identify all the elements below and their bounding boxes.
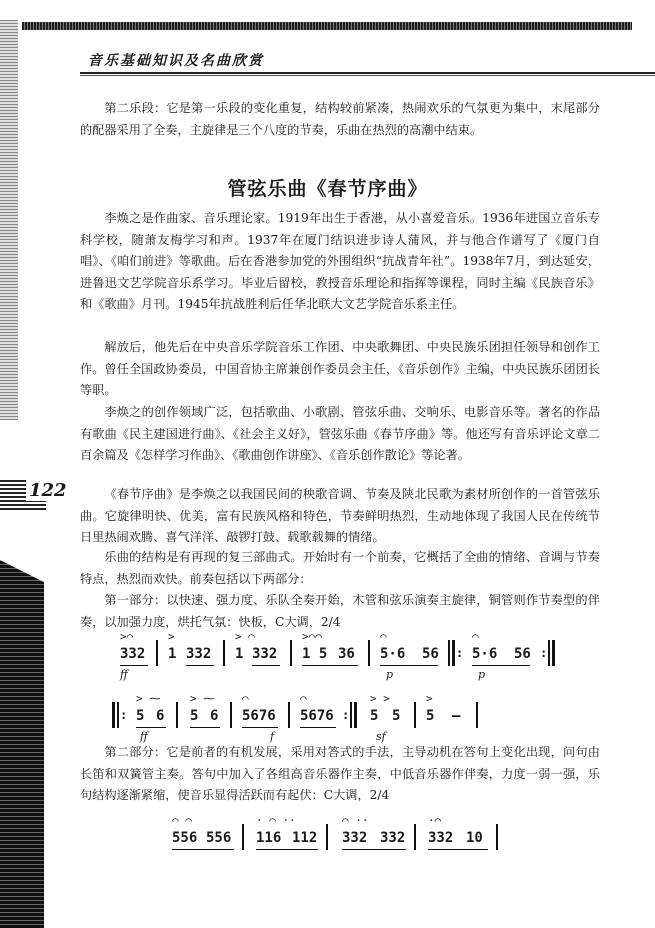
note-underline: [256, 849, 318, 850]
note-dash: –: [452, 708, 461, 724]
accent-mark: >⌒: [120, 630, 134, 643]
note-underline: [186, 665, 214, 666]
note: 5: [426, 708, 435, 724]
slur-mark: ⌒ ··: [342, 814, 369, 827]
accent-mark: ⌒: [380, 630, 387, 643]
barline: [548, 640, 550, 666]
accent-mark: > ⁓: [136, 692, 161, 705]
barline: [476, 702, 478, 728]
header-rule-thin: [80, 75, 655, 76]
repeat-barline: [552, 640, 555, 666]
barline: [414, 824, 416, 850]
accent-mark: > ⌒: [235, 630, 255, 643]
barline: [368, 640, 370, 666]
paragraph-7: 第二部分：它是前者的有机发展，采用对答式的手法，主导动机在答句上变化出现，问句由长笛和双簧管主奏。答句中加入了各组高音乐器作主奏，中低音乐器作伴奏，力度一弱一强，乐句结构逐渐紧缩，使音乐显得活跃而有起伏：C大调，2/4: [80, 745, 600, 802]
paragraph-3: 李焕之的创作领域广泛，包括歌曲、小歌剧、管弦乐曲、交响乐、电影音乐等。著名的作品有歌曲《民主建国进行曲》、《社会主义好》，管弦乐曲《春节序曲》等。他还写有音乐评论文章二百余篇及《怎样学习作曲》、《歌曲创作讲座》、《音乐创作散论》等论著。: [80, 405, 600, 462]
repeat-dots: :: [342, 708, 350, 722]
barline: [350, 702, 352, 728]
repeat-barline: [112, 702, 115, 728]
accent-mark: ⌒: [472, 630, 479, 643]
paragraph-4: 《春节序曲》是李焕之以我国民间的秧歌音调、节奏及陕北民歌为素材所创作的一首管弦乐曲。它旋律明快、优美，富有民族风格和特色，节奏鲜明热烈，生动地体现了我国人民在传统节日里热闹欢腾、喜气洋洋、敲锣打鼓、载歌载舞的情绪。: [80, 487, 600, 544]
note-group: 332: [342, 830, 368, 846]
note-underline: [242, 727, 278, 728]
slur-mark: ⌒: [300, 692, 307, 705]
barline: [117, 702, 119, 728]
dynamic-mark: ff: [120, 668, 128, 681]
dynamic-mark: p: [386, 668, 394, 681]
barline: [326, 824, 328, 850]
notation-row-3: [80, 812, 600, 872]
note-underline: [172, 849, 234, 850]
note-group: 112: [292, 830, 318, 846]
note-group: 556: [172, 830, 198, 846]
repeat-barline: [354, 702, 357, 728]
page-number: 122: [26, 480, 70, 501]
note-group: 1: [168, 646, 177, 662]
note: 5: [190, 708, 199, 724]
barline: [223, 640, 225, 666]
note-underline: [120, 665, 148, 666]
note-underline: [302, 665, 358, 666]
dynamic-mark: sf: [376, 730, 386, 743]
note: 5: [392, 708, 401, 724]
repeat-barline: [452, 640, 455, 666]
barline: [176, 702, 178, 728]
dynamic-mark: ff: [140, 730, 148, 743]
note-group: 332: [186, 646, 212, 662]
note: 6: [210, 708, 219, 724]
note: 5: [370, 708, 379, 724]
dynamic-mark: f: [270, 730, 275, 743]
accent-mark: >: [426, 692, 433, 705]
barline: [242, 824, 244, 850]
barline: [156, 640, 158, 666]
barline: [288, 702, 290, 728]
note: 6: [156, 708, 165, 724]
note-underline: [252, 665, 280, 666]
note-group: 556: [206, 830, 232, 846]
barline: [496, 824, 498, 850]
note-underline: [190, 727, 220, 728]
section-title: 管弦乐曲《春节序曲》: [227, 178, 428, 200]
accent-mark: · ⌒ ··: [256, 814, 296, 827]
repeat-dots: :: [120, 708, 128, 722]
barline: [290, 640, 292, 666]
note-underline: [428, 849, 488, 850]
note: 5: [136, 708, 145, 724]
header-rule: [80, 72, 655, 74]
paragraph-5: 乐曲的结构是有再现的复三部曲式。开始时有一个前奏，它概括了全曲的情绪、音调与节奏特点，热烈而欢快。前奏包括以下两部分：: [80, 550, 600, 586]
note-underline: [300, 727, 336, 728]
note-group: 1: [235, 646, 244, 662]
accent-mark: > >: [370, 692, 390, 705]
note-group: 332: [252, 646, 278, 662]
note-group: 1 5: [302, 646, 328, 662]
slur-mark: ⌒: [242, 692, 249, 705]
page-edge-shading: [0, 20, 18, 420]
paragraph-6: 第一部分：以快速、强力度、乐队全奏开始，木管和弦乐演奏主旋律，铜管则作节奏型的伴奏，以加强力度，烘托气氛：快板，C大调，2/4: [80, 593, 600, 629]
note-group: 116: [256, 830, 282, 846]
note-group: 332: [428, 830, 454, 846]
note-group: 5·6: [380, 646, 406, 662]
note-group: 10: [466, 830, 483, 846]
accent-mark: > ⁓: [190, 692, 215, 705]
running-header: 音乐基础知识及名曲欣赏: [88, 53, 264, 69]
note-group: 332: [120, 646, 146, 662]
barline: [414, 702, 416, 728]
note-group: 332: [380, 830, 406, 846]
note-underline: [472, 665, 530, 666]
slur-mark: ⌒ ⌒: [172, 814, 192, 827]
note-group: 5676: [242, 708, 276, 724]
notation-row-2: [80, 690, 600, 750]
note-underline: [380, 665, 438, 666]
paragraph-intro: 第二乐段：它是第一乐段的变化重复，结构较前紧凑，热闹欢乐的气氛更为集中，末尾部分的配器采用了全奏，主旋律是三个八度的节奏，乐曲在热烈的高潮中结束。: [80, 101, 600, 137]
repeat-dots: :: [456, 646, 464, 660]
note-underline: [342, 849, 406, 850]
accent-mark: >⌒⌒: [302, 630, 322, 643]
note-group: 56: [422, 646, 439, 662]
paragraph-2: 解放后，他先后在中央音乐学院音乐工作团、中央歌舞团、中央民族乐团担任领导和创作工作。曾任全国政协委员，中国音协主席兼创作委员会主任，《音乐创作》主编，中央民族乐团团长等职。: [80, 340, 600, 397]
note-group: 56: [514, 646, 531, 662]
slur-mark: ·⌒: [428, 814, 442, 827]
notation-row-1: [80, 628, 600, 688]
note-group: 5676: [300, 708, 334, 724]
dynamic-mark: p: [478, 668, 486, 681]
note-group: 5·6: [472, 646, 498, 662]
note-group: 36: [338, 646, 355, 662]
barline: [448, 640, 450, 666]
page-edge-dark: [0, 560, 44, 928]
header-bar: [22, 22, 632, 30]
note-underline: [136, 727, 166, 728]
repeat-dots: :: [540, 646, 548, 660]
accent-mark: >: [168, 630, 175, 643]
paragraph-1: 李焕之是作曲家、音乐理论家。1919年出生于香港，从小喜爱音乐。1936年进国立音乐专科学校，随萧友梅学习和声。1937年在厦门结识进步诗人蒲风，并与他合作谱写了《厦门自唱》、《咱们前进》等歌曲。后在香港参加党的外围组织“抗战青年社”。1938年7月，到达延安，进鲁迅文艺学院音乐系学习。毕业后留校，教授音乐理论和指挥等课程，同时主编《民族音乐》和《歌曲》月刊。1945年抗战胜利后任华北联大文艺学院音乐系主任。: [80, 211, 600, 311]
barline: [230, 702, 232, 728]
